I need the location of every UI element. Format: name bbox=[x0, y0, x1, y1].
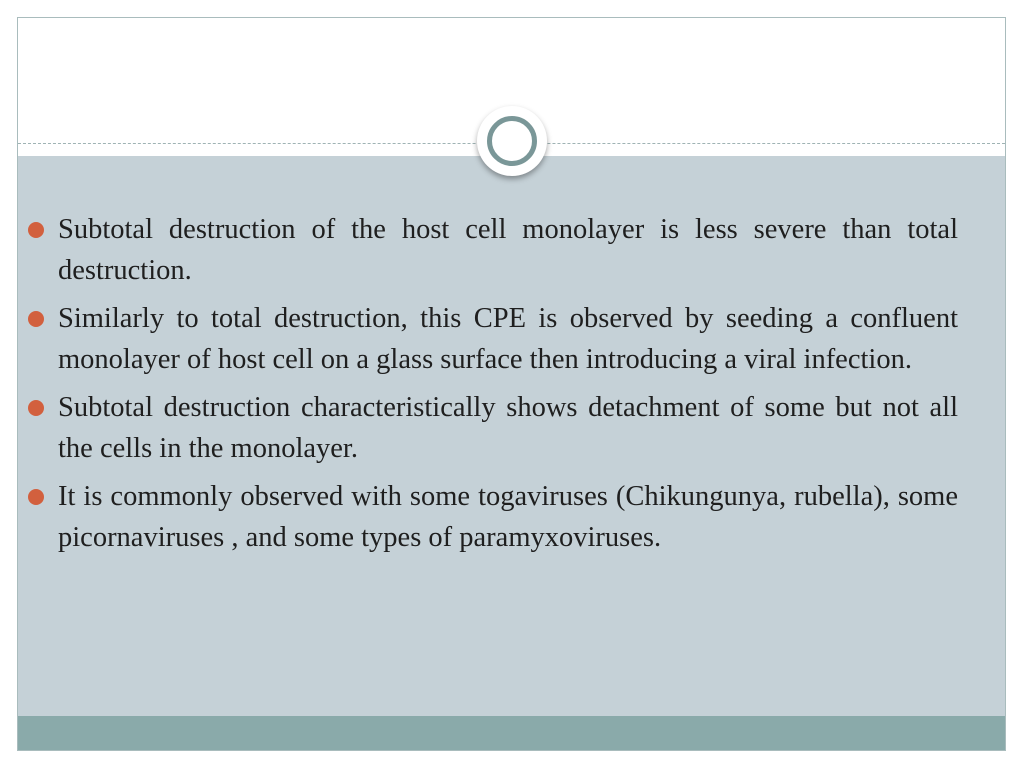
footer-band bbox=[18, 716, 1005, 751]
list-item bbox=[28, 387, 958, 469]
bullet-text: Subtotal destruction characteristically shows detachment of some but not all the cells in the monolayer. bbox=[58, 392, 958, 464]
list-item bbox=[28, 476, 958, 558]
bullet-dot-icon bbox=[28, 222, 44, 238]
bullet-text: Similarly to total destruction, this CPE is observed by seeding a confluent monolayer of host cell on a glass surface then introducing a viral infection. bbox=[58, 303, 958, 375]
bullet-dot-icon bbox=[28, 489, 44, 505]
bullet-list bbox=[28, 209, 958, 565]
bullet-dot-icon bbox=[28, 400, 44, 416]
list-item bbox=[28, 209, 958, 291]
list-item bbox=[28, 298, 958, 380]
ring-ornament-icon bbox=[477, 106, 547, 176]
bullet-text: It is commonly observed with some togaviruses (Chikungunya, rubella), some picornaviruses , and some types of paramyxoviruses. bbox=[58, 481, 958, 553]
bullet-dot-icon bbox=[28, 311, 44, 327]
bullet-text: Subtotal destruction of the host cell monolayer is less severe than total destruction. bbox=[58, 214, 958, 286]
